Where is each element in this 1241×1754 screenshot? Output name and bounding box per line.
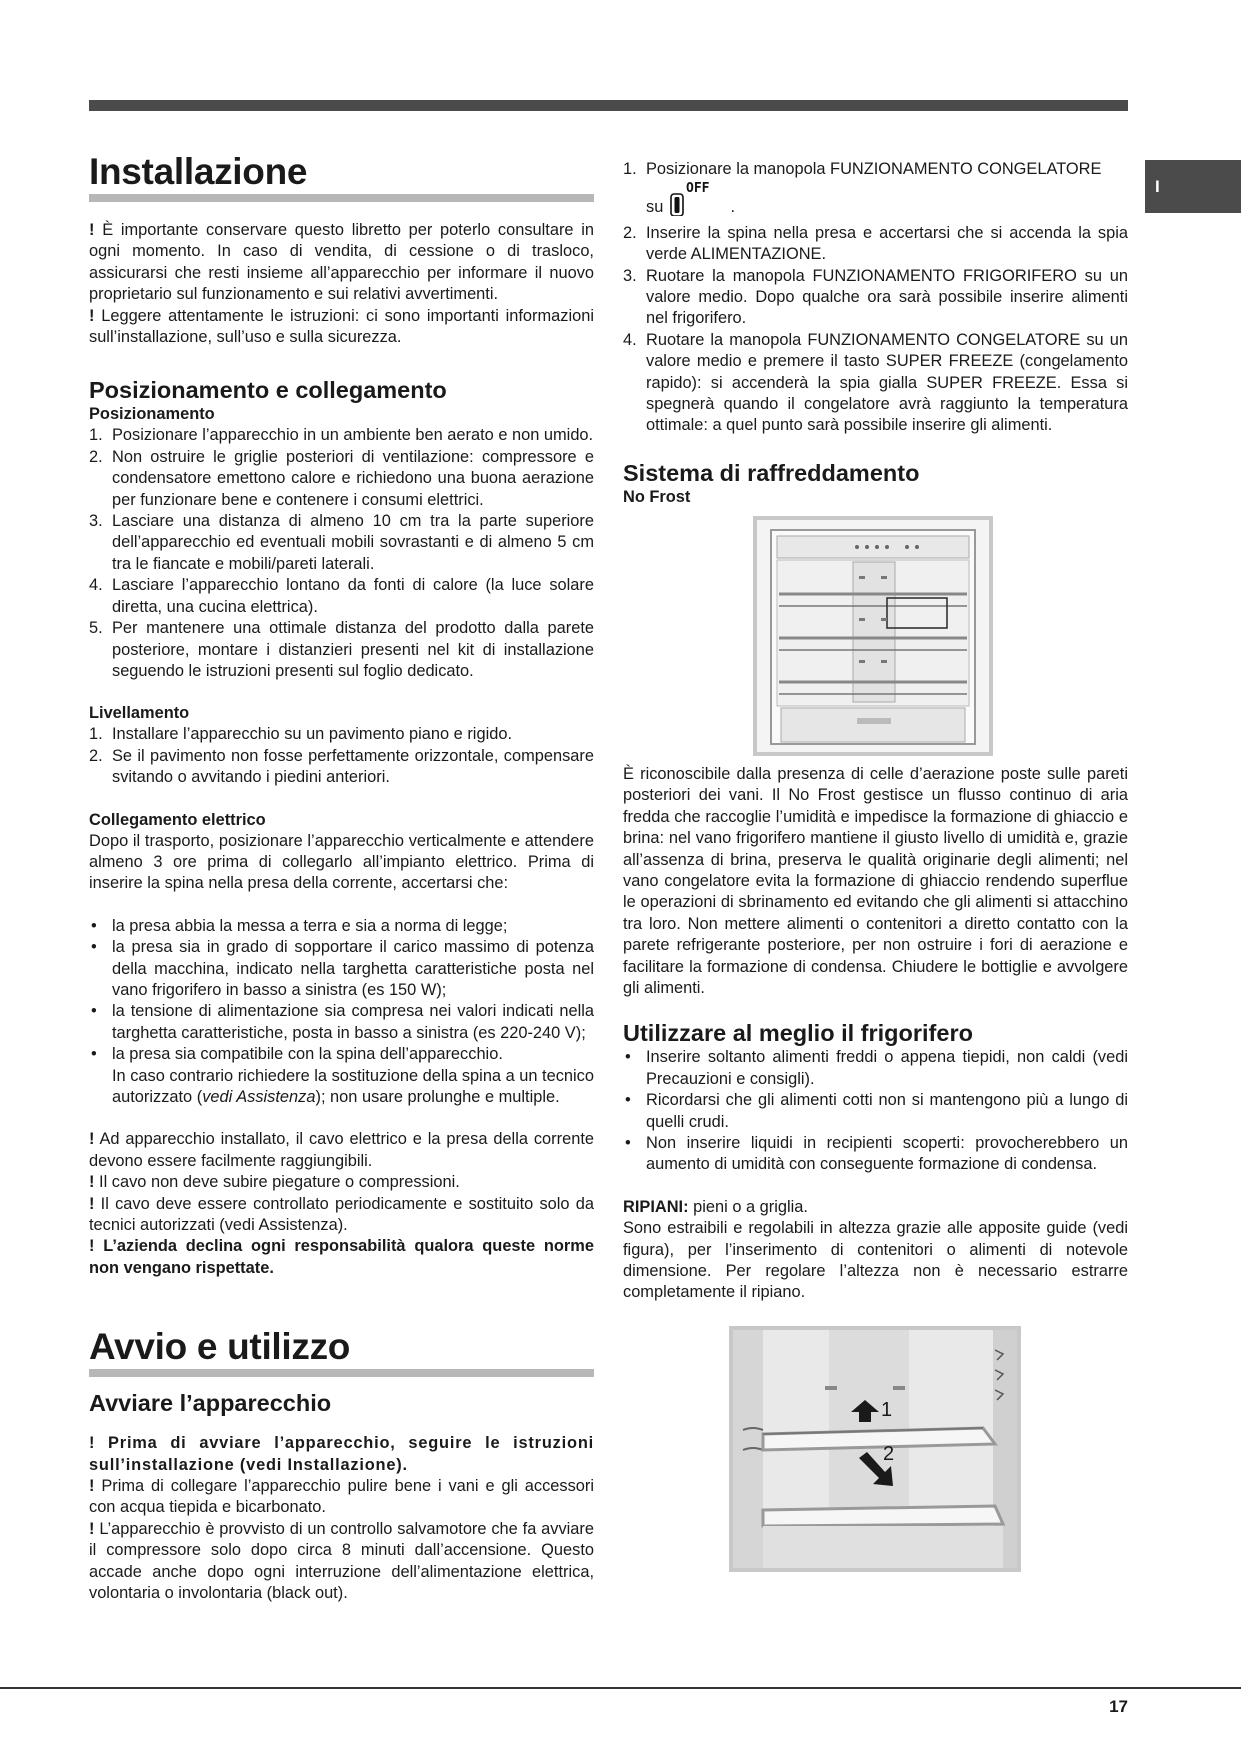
right-column <box>623 159 1128 1572</box>
list-item: • Inserire soltanto alimenti freddi o appena tiepidi, non caldi (vedi Precauzioni e consigli). <box>625 1048 1128 1088</box>
svg-text:1: 1 <box>881 1398 893 1421</box>
language-tab: I <box>1145 160 1241 213</box>
utilizzare-bullets <box>623 1047 1128 1175</box>
subheading-collegamento-elettrico: Collegamento elettrico <box>89 810 266 829</box>
list-item: • Non inserire liquidi in recipienti scoperti: provocherebbero un aumento di umidità con conseguente formazione di condensa. <box>625 1133 1128 1174</box>
list-item: • la presa abbia la messa a terra e sia a norma di legge; <box>91 916 508 935</box>
list-item: 4. Ruotare la manopola FUNZIONAMENTO CONGELATORE su un valore medio e premere il tasto SUPER FREEZE (congelamento rapido): si accenderà la spia gialla SUPER FREEZE. Essa si spegnerà quando il congelatore avrà raggiunto la temperatura ottimale: a quel punto sarà possibile inserire gli alimenti. <box>623 330 1128 435</box>
note-paragraph: ! Il cavo deve essere controllato periodicamente e sostituito solo da tecnici autorizzati (vedi Assistenza). <box>89 1194 594 1235</box>
freezer-knob-off-icon <box>668 180 726 222</box>
section-title-installazione: Installazione <box>89 150 594 202</box>
list-item: 2. Non ostruire le griglie posteriori di ventilazione: compressore e condensatore emettono calore e richiedono una buona aerazione per funzionare bene e contenere i consumi elettrici. <box>89 447 594 509</box>
list-item: • la presa sia in grado di sopportare il carico massimo di potenza della macchina, indicato nella targhetta caratteristiche posta nel vano frigorifero in basso a sinistra (es 150 W); <box>91 938 594 999</box>
subheading-posizionamento: Posizionamento <box>89 405 215 424</box>
list-item: 1. Installare l’apparecchio su un pavimento piano e rigido. <box>89 725 512 744</box>
collegamento-note: In caso contrario richiedere la sostituzione della spina a un tecnico autorizzato (vedi Assistenza); non usare prolunghe e multiple. <box>112 1066 594 1106</box>
no-frost-description: È riconoscibile dalla presenza di celle d’aerazione poste sulle pareti posteriori dei vani. Il No Frost gestisce un flusso continuo di aria fredda che raccoglie l’umidità e impedisce la formazione di ghiaccio e brina: nel vano frigorifero mantiene il giusto livello di umidità e, grazie all’assenza di brina, preserva le qualità originarie degli alimenti; nel vano congelatore evita la formazione di ghiaccio rendendo superflue le operazioni di sbrinamento ed evitando che gli alimenti si attacchino tra loro. Non mettere alimenti o contenitori a diretto contatto con la parete refrigerante posteriore, per non ostruire i fori di aerazione e facilitare la formazione di condensa. Chiudere le bottiglie e avvolgere gli alimenti. <box>623 764 1128 997</box>
list-item: • Ricordarsi che gli alimenti cotti non si mantengono più a lungo di quelli crudi. <box>625 1091 1128 1131</box>
top-rule <box>89 100 1128 111</box>
list-item: 3. Ruotare la manopola FUNZIONAMENTO FRIGORIFERO su un valore medio. Dopo qualche ora sarà possibile inserire alimenti nel frigorifero. <box>623 266 1128 328</box>
heading-posizionamento-collegamento: Posizionamento e collegamento <box>89 377 447 404</box>
list-item: 4. Lasciare l’apparecchio lontano da fonti di calore (la luce solare diretta, una cucina elettrica). <box>89 576 594 616</box>
heading-sistema-raffreddamento: Sistema di raffreddamento <box>623 459 920 486</box>
posizionamento-list <box>89 425 594 682</box>
section-title-avvio: Avvio e utilizzo <box>89 1325 594 1377</box>
note-paragraph: ! Ad apparecchio installato, il cavo elettrico e la presa della corrente devono essere facilmente raggiungibili. <box>89 1130 594 1170</box>
left-column <box>89 150 594 1605</box>
startup-steps <box>623 159 1128 437</box>
freezer-interior-figure <box>753 516 993 756</box>
collegamento-intro: Dopo il trasporto, posizionare l’apparecchio verticalmente e attendere almeno 3 ore prima di collegarlo all’impianto elettrico. Prima di inserire la spina nella presa della corrente, accertarsi che: <box>89 831 594 893</box>
heading-utilizzare-frigorifero: Utilizzare al meglio il frigorifero <box>623 1020 973 1047</box>
subheading-livellamento: Livellamento <box>89 704 190 723</box>
avvio-warning: ! Prima di avviare l’apparecchio, seguire le istruzioni sull’installazione (vedi Installazione). <box>89 1434 594 1474</box>
intro-paragraph: ! È importante conservare questo libretto per poterlo consultare in ogni momento. In caso di vendita, di cessione o di trasloco, assicurarsi che resti insieme all’apparecchio per informare il nuovo proprietario sul funzionamento e sui relativi avvertimenti. <box>89 221 594 304</box>
list-item: 5. Per mantenere una ottimale distanza del prodotto dalla parete posteriore, montare i distanzieri presenti nel kit di installazione seguendo le istruzioni presenti sul foglio dedicato. <box>89 619 594 680</box>
list-item: • la tensione di alimentazione sia compresa nei valori indicati nella targhetta caratteristiche, posta in basso a sinistra (es 220-240 V); <box>91 1002 594 1042</box>
collegamento-bullets <box>89 916 594 1066</box>
list-item: 3. Lasciare una distanza di almeno 10 cm tra la parte superiore dell’apparecchio ed eventuali mobili sovrastanti e di almeno 5 cm tra le fiancate e mobili/pareti laterali. <box>89 512 594 573</box>
subheading-no-frost: No Frost <box>623 487 691 506</box>
list-item: 2. Inserire la spina nella presa e accertarsi che si accenda la spia verde ALIMENTAZIONE. <box>623 223 1128 264</box>
avvio-paragraph: ! L’apparecchio è provvisto di un controllo salvamotore che fa avviare il compressore solo dopo circa 8 minuti dall’accensione. Questo accade anche dopo ogni interruzione dell’alimentazione elettrica, volontaria o involontaria (black out). <box>89 1519 594 1603</box>
avvio-paragraph: ! Prima di collegare l’apparecchio pulire bene i vani e gli accessori con acqua tiepida e bicarbonato. <box>89 1477 594 1517</box>
svg-text:2: 2 <box>883 1442 895 1465</box>
note-paragraph: ! Il cavo non deve subire piegature o compressioni. <box>89 1173 460 1192</box>
read-instructions-paragraph: ! Leggere attentamente le istruzioni: ci sono importanti informazioni sull’installazione, sull’uso e sulla sicurezza. <box>89 306 594 347</box>
shelf-adjustment-figure <box>729 1326 1021 1572</box>
ripiani-description: Sono estraibili e regolabili in altezza grazie alle apposite guide (vedi figura), per l’inserimento di contenitori o alimenti di notevole dimensione. Per regolare l’altezza non è necessario estrarre completamente il ripiano. <box>623 1219 1128 1302</box>
footer-rule <box>0 1687 1241 1689</box>
list-item: 1. Posizionare la manopola FUNZIONAMENTO CONGELATORE su OFF . <box>623 159 1128 223</box>
heading-avviare-apparecchio: Avviare l’apparecchio <box>89 1390 332 1417</box>
list-item: • la presa sia compatibile con la spina dell’apparecchio. <box>91 1045 503 1064</box>
list-item: 1. Posizionare l’apparecchio in un ambiente ben aerato e non umido. <box>89 426 594 445</box>
list-item: 2. Se il pavimento non fosse perfettamente orizzontale, compensare svitando o avvitando i piedini anteriori. <box>89 746 594 787</box>
ripiani-heading: RIPIANI: pieni o a griglia. <box>623 1197 808 1216</box>
livellamento-list <box>89 724 594 788</box>
responsibility-warning: ! L’azienda declina ogni responsabilità qualora queste norme non vengano rispettate. <box>89 1237 594 1277</box>
svg-text:OFF: OFF <box>685 181 710 197</box>
page-number: 17 <box>1109 1697 1128 1716</box>
